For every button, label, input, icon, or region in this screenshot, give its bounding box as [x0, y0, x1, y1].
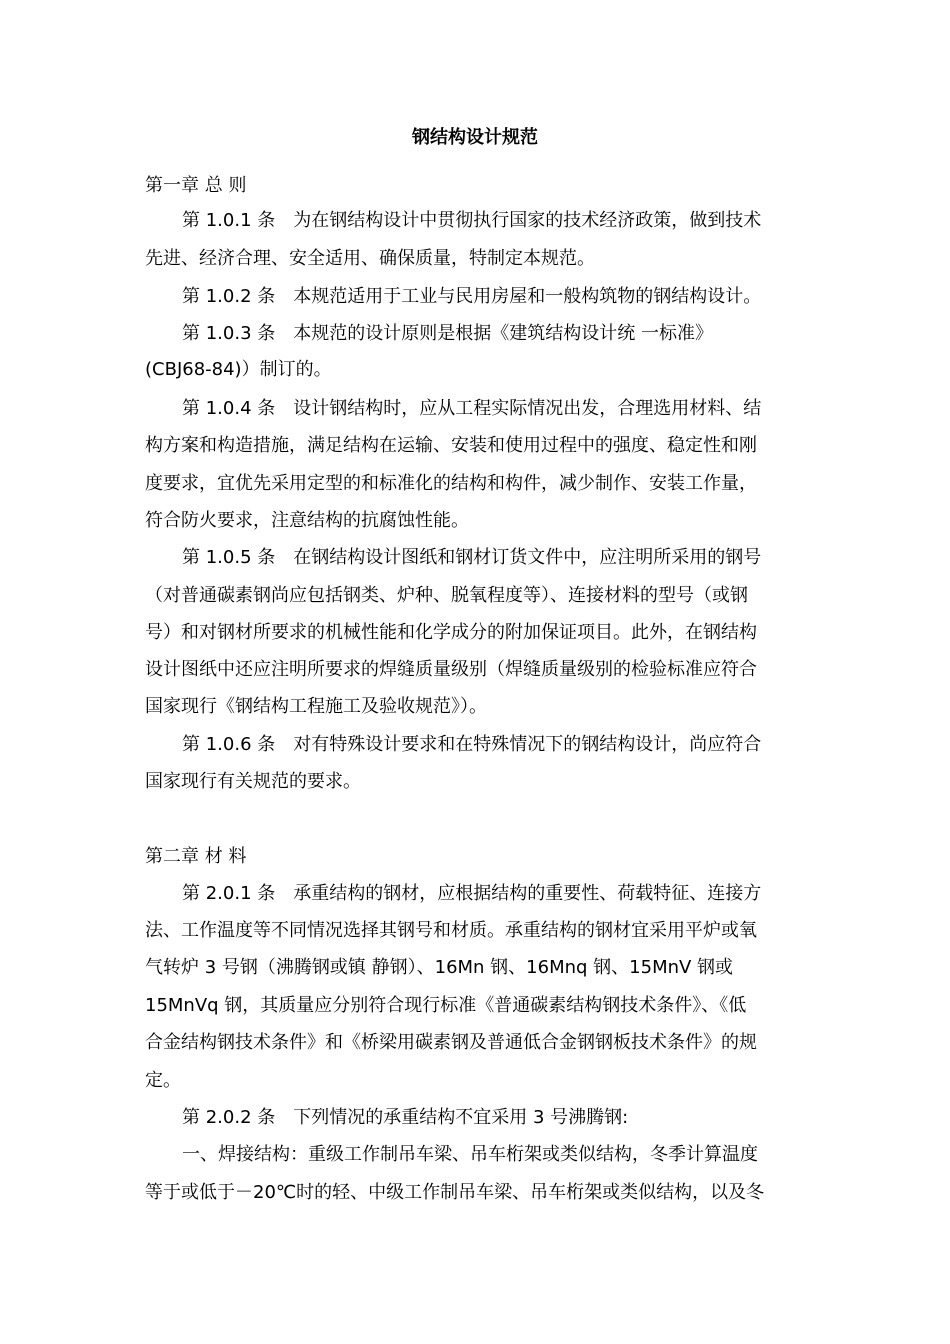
document-title: 钢结构设计规范: [412, 127, 538, 148]
text-line: （对普通碳素钢尚应包括钢类、炉种、脱氧程度等）、连接材料的型号（或钢: [145, 585, 748, 606]
text-line: 国家现行《钢结构工程施工及验收规范》）。: [145, 696, 487, 717]
text-line: 度要求，宜优先采用定型的和标准化的结构和构件，减少制作、安装工作量，: [145, 473, 757, 494]
text-line: 第 2.0.2 条 下列情况的承重结构不宜采用 3 号沸腾钢:: [182, 1107, 629, 1128]
text-line: 第 1.0.1 条 为在钢结构设计中贯彻执行国家的技术经济政策，做到技术: [182, 210, 762, 231]
text-line: 第 1.0.5 条 在钢结构设计图纸和钢材订货文件中，应注明所采用的钢号: [182, 547, 762, 568]
text-line: 合金结构钢技术条件》和《桥梁用碳素钢及普通低合金钢钢板技术条件》的规: [145, 1032, 757, 1053]
text-line: 气转炉 3 号钢（沸腾钢或镇 静钢）、16Mn 钢、16Mnq 钢、15MnV 钢或: [145, 957, 734, 978]
text-line: 第 2.0.1 条 承重结构的钢材，应根据结构的重要性、荷载特征、连接方: [182, 883, 762, 904]
text-line: 第 1.0.2 条 本规范适用于工业与民用房屋和一般构筑物的钢结构设计。: [182, 286, 762, 307]
text-line: 设计图纸中还应注明所要求的焊缝质量级别（焊缝质量级别的检验标准应符合: [145, 659, 757, 680]
text-line: (CBJ68-84)）制订的。: [145, 359, 332, 380]
text-line: 第 1.0.4 条 设计钢结构时，应从工程实际情况出发，合理选用材料、结: [182, 398, 762, 419]
text-line: 法、工作温度等不同情况选择其钢号和材质。承重结构的钢材宜采用平炉或氧: [145, 920, 757, 941]
text-line: 一、焊接结构：重级工作制吊车梁、吊车桁架或类似结构，冬季计算温度: [182, 1144, 758, 1165]
text-line: 第 1.0.3 条 本规范的设计原则是根据《建筑结构设计统 一标准》: [182, 323, 713, 344]
chapter-heading: 第二章 材 料: [145, 846, 247, 867]
text-line: 国家现行有关规范的要求。: [145, 771, 361, 792]
text-line: 号）和对钢材所要求的机械性能和化学成分的附加保证项目。此外，在钢结构: [145, 622, 757, 643]
text-line: 先进、经济合理、安全适用、确保质量，特制定本规范。: [145, 248, 595, 269]
text-line: 15MnVq 钢，其质量应分别符合现行标准《普通碳素结构钢技术条件》、《低: [145, 995, 747, 1016]
text-line: 第 1.0.6 条 对有特殊设计要求和在特殊情况下的钢结构设计，尚应符合: [182, 734, 762, 755]
text-line: 构方案和构造措施，满足结构在运输、安装和使用过程中的强度、稳定性和刚: [145, 435, 757, 456]
chapter-heading: 第一章 总 则: [145, 175, 247, 196]
text-line: 等于或低于－20℃时的轻、中级工作制吊车梁、吊车桁架或类似结构，以及冬: [145, 1182, 765, 1203]
text-line: 符合防火要求，注意结构的抗腐蚀性能。: [145, 510, 469, 531]
text-line: 定。: [145, 1070, 181, 1091]
